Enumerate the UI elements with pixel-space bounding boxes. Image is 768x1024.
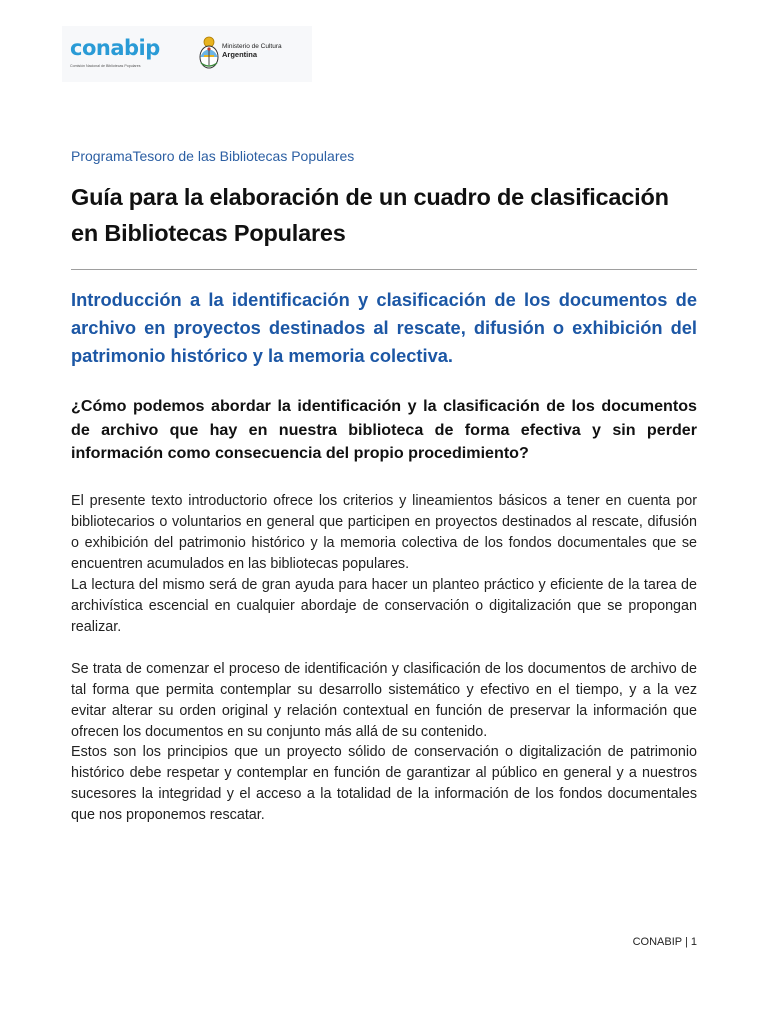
conabip-logo-subtitle: Comisión Nacional de Bibliotecas Populares: [70, 64, 141, 68]
document-subtitle: Introducción a la identificación y clasificación de los documentos de archivo en proyectos destinados al rescate, difusión o exhibición del patrimonio histórico y la memoria colectiva.: [71, 289, 697, 366]
body-paragraph: El presente texto introductorio ofrece los criterios y lineamientos básicos a tener en cuenta por bibliotecarios o voluntarios en general que participen en proyectos destinados al rescate, difusión o exhibición del patrimonio histórico y la memoria colectiva de los fondos documentales que se encuentren acumulados en las bibliotecas populares.: [71, 493, 697, 572]
body-paragraph: Se trata de comenzar el proceso de identificación y clasificación de los documentos de archivo de tal forma que permita contemplar su desarrollo sistemático y efectivo en el tiempo, y a la vez evitar alterar su orden original y relación contextual en función de preservar la información que ofrecen los documentos en su conjunto más allá de su contenido.: [71, 661, 697, 740]
body-paragraph: La lectura del mismo será de gran ayuda para hacer un planteo práctico y eficiente de la tarea de archivística escencial en cualquier abordaje de conservación o digitalización que se propongan realizar.: [71, 577, 697, 635]
page-footer: CONABIP | 1: [632, 936, 697, 948]
document-title: Guía para la elaboración de un cuadro de clasificación en Bibliotecas Populares: [71, 184, 669, 246]
ministerio-line1: Ministerio de Cultura: [222, 43, 282, 50]
title-divider: [71, 269, 697, 270]
program-kicker: ProgramaTesoro de las Bibliotecas Populares: [71, 148, 355, 164]
body-paragraph: Estos son los principios que un proyecto sólido de conservación o digitalización de patrimonio histórico debe respetar y contemplar en función de garantizar al público en general y a nuestros sucesores la integridad y el acceso a la totalidad de la información de los fondos documentales que nos proponemos rescatar.: [71, 744, 697, 823]
conabip-logo: [70, 32, 180, 76]
lead-question: ¿Cómo podemos abordar la identificación y la clasificación de los documentos de archivo que hay en nuestra biblioteca de forma efectiva y sin perder información como consecuencia del propio procedimiento?: [71, 397, 697, 462]
header-logos: [62, 26, 312, 82]
conabip-logo-text: conabip: [70, 36, 160, 60]
ministerio-line2: Argentina: [222, 50, 258, 59]
ministerio-cultura-logo: [222, 43, 282, 59]
argentina-seal-icon: [198, 36, 220, 70]
